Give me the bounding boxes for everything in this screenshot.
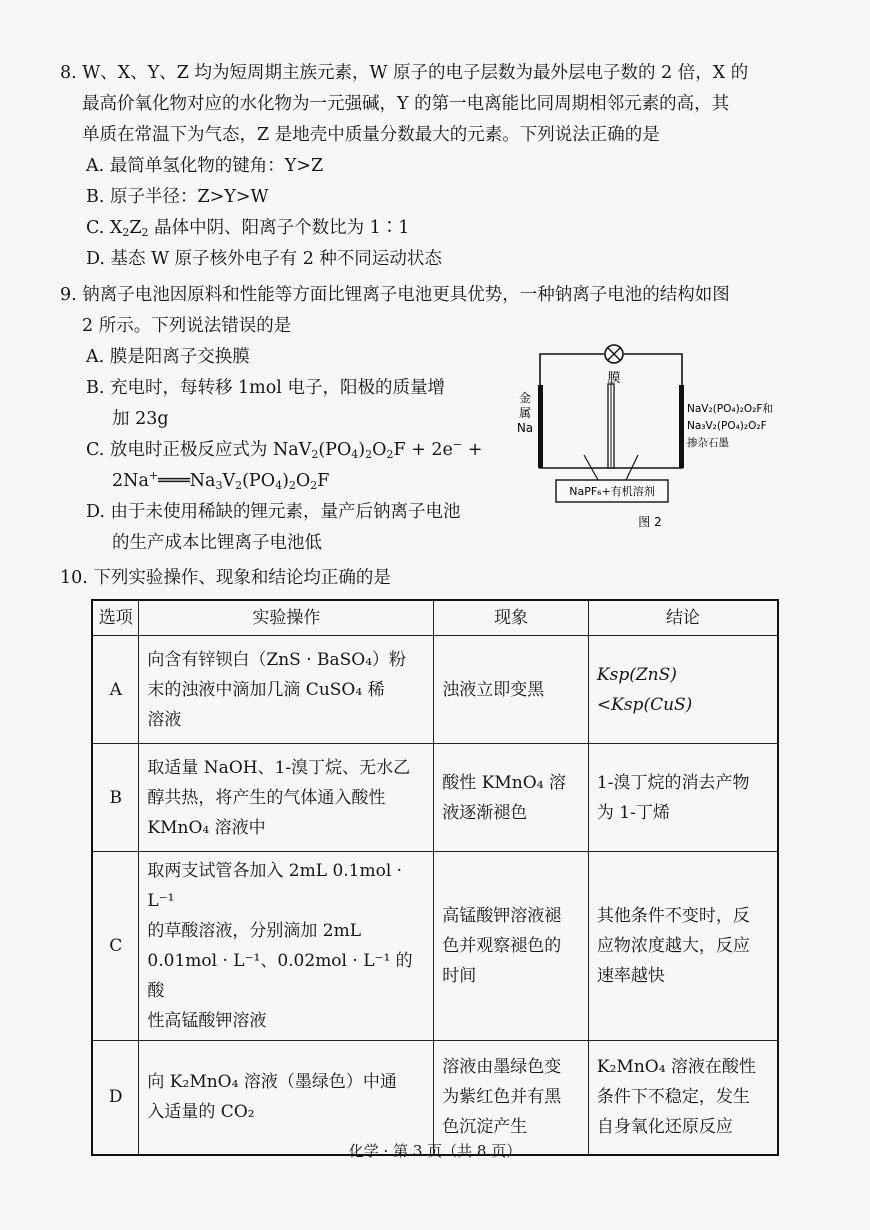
row-key: D	[92, 1041, 139, 1155]
right-electrode-label-2: Na₃V₂(PO₄)₂O₂F	[687, 420, 767, 432]
q9-option-a[interactable]: A. 膜是阳离子交换膜	[86, 347, 250, 367]
left-electrode-label-3: Na	[516, 421, 534, 435]
row-conclusion: K₂MnO₄ 溶液在酸性 条件下不稳定，发生 自身氧化还原反应	[588, 1041, 778, 1155]
right-electrode	[679, 385, 684, 468]
q9-stem-line-2: 2 所示。下列说法错误的是	[82, 316, 292, 336]
electrolyte-label: NaPF₆+有机溶剂	[569, 485, 655, 498]
table-header-row	[92, 600, 778, 636]
q9-option-b-line-1[interactable]: B. 充电时，每转移 1mol 电子，阳极的质量增	[86, 378, 445, 398]
q9-option-d-line-1[interactable]: D. 由于未使用稀缺的锂元素，量产后钠离子电池	[86, 502, 461, 522]
row-operation: 取两支试管各加入 2mL 0.1mol · L⁻¹ 的草酸溶液，分别滴加 2mL 0.01mol · L⁻¹、0.02mol · L⁻¹ 的酸 性高锰酸钾溶液	[139, 852, 434, 1041]
q9-option-c-line-2: $2Na^+═══Na_3V_2(PO_4)_2O_2F$	[112, 469, 330, 492]
q9-option-d-line-2: 的生产成本比锂离子电池低	[112, 533, 322, 553]
membrane-label: 膜	[607, 371, 621, 386]
page-footer: 化学 · 第 3 页（共 8 页）	[348, 1142, 522, 1160]
question-10	[60, 563, 391, 594]
row-key: B	[92, 744, 139, 852]
q8-stem-line-3: 单质在常温下为气态，Z 是地壳中质量分数最大的元素。下列说法正确的是	[82, 125, 660, 145]
q9-option-b-line-2: 加 23g	[112, 409, 169, 429]
q10-stem: 10. 下列实验操作、现象和结论均正确的是	[60, 568, 391, 588]
right-electrode-label-1: NaV₂(PO₄)₂O₂F和	[687, 403, 773, 415]
table-row[interactable]	[92, 636, 778, 744]
question-8	[60, 58, 748, 275]
row-key: C	[92, 852, 139, 1041]
q8-option-b[interactable]: B. 原子半径：Z>Y>W	[86, 187, 269, 207]
header-phenomenon: 现象	[434, 600, 589, 636]
q9-option-c-line-1[interactable]: C. 放电时正极反应式为 $NaV_2(PO_4)_2O_2F + 2e^-$ +	[86, 438, 483, 461]
figure-caption: 图 2	[638, 515, 662, 529]
right-electrode-label-3: 掺杂石墨	[687, 437, 729, 449]
q8-option-a[interactable]: A. 最简单氢化物的键角：Y>Z	[86, 156, 324, 176]
row-phenomenon: 酸性 KMnO₄ 溶 液逐渐褪色	[434, 744, 589, 852]
q8-option-c[interactable]: C. $X_2Z_2$ 晶体中阴、阳离子个数比为 1∶1	[86, 218, 410, 239]
row-operation: 向 K₂MnO₄ 溶液（墨绿色）中通 入适量的 CO₂	[139, 1041, 434, 1155]
q8-option-d[interactable]: D. 基态 W 原子核外电子有 2 种不同运动状态	[86, 249, 442, 269]
row-key: A	[92, 636, 139, 744]
row-phenomenon: 浊液立即变黑	[434, 636, 589, 744]
left-electrode	[538, 385, 543, 468]
header-operation: 实验操作	[139, 600, 434, 636]
q9-stem-line-1: 9. 钠离子电池因原料和性能等方面比锂离子电池更具优势，一种钠离子电池的结构如图	[60, 285, 730, 305]
row-conclusion: 1-溴丁烷的消去产物 为 1-丁烯	[588, 744, 778, 852]
experiment-table	[91, 599, 779, 1156]
left-electrode-label-1: 金	[518, 391, 532, 405]
row-phenomenon: 高锰酸钾溶液褪 色并观察褪色的 时间	[434, 852, 589, 1041]
battery-diagram	[510, 340, 810, 535]
row-operation: 向含有锌钡白（ZnS · BaSO₄）粉 末的浊液中滴加几滴 CuSO₄ 稀 溶液	[139, 636, 434, 744]
row-operation: 取适量 NaOH、1-溴丁烷、无水乙 醇共热，将产生的气体通入酸性 KMnO₄ 溶液中	[139, 744, 434, 852]
table-row[interactable]	[92, 852, 778, 1041]
row-conclusion: Ksp(ZnS)<Ksp(CuS)	[588, 636, 778, 744]
table-row[interactable]	[92, 744, 778, 852]
header-option: 选项	[92, 600, 139, 636]
row-phenomenon: 溶液由墨绿色变 为紫红色并有黑 色沉淀产生	[434, 1041, 589, 1155]
q8-stem-line-1: 8. W、X、Y、Z 均为短周期主族元素，W 原子的电子层数为最外层电子数的 2 倍，X 的	[60, 63, 749, 83]
left-electrode-label-2: 属	[518, 406, 532, 420]
row-conclusion: 其他条件不变时，反 应物浓度越大，反应 速率越快	[588, 852, 778, 1041]
q8-stem-line-2: 最高价氧化物对应的水化物为一元强碱，Y 的第一电离能比同周期相邻元素的高，其	[82, 94, 730, 114]
header-conclusion: 结论	[588, 600, 778, 636]
lamp-icon	[605, 345, 623, 363]
table-row[interactable]	[92, 1041, 778, 1155]
